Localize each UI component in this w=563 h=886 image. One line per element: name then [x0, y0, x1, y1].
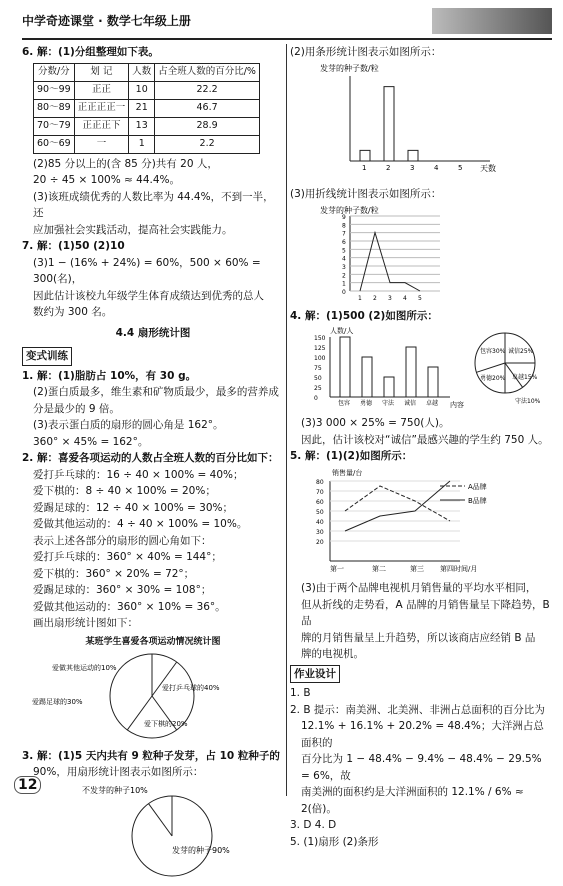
q5-line: 但从折线的走势看，A 品牌的月销售量呈下降趋势，B 品: [301, 598, 550, 627]
q1-line: 360° × 45% = 162°。: [33, 435, 149, 448]
seed-pie-chart: [22, 781, 284, 881]
x-tick: 5: [418, 294, 422, 302]
q3c-intro: (3)用折线统计图表示如图所示：: [290, 188, 442, 200]
pie3-label: 卓越15%: [512, 373, 538, 381]
q3-line: 90%，用扇形统计图表示如图所示：: [33, 766, 204, 778]
sport-pie-chart: [22, 650, 284, 742]
y-tick: 150: [314, 334, 326, 342]
column-divider: [286, 44, 287, 796]
pie1-label: 爱做其他运动的10%: [52, 664, 117, 672]
y-tick: 25: [314, 384, 322, 392]
y-tick: 100: [314, 354, 326, 362]
q1-line: 1. 解：(1)脂肪占 10%，有 30 g。: [22, 369, 197, 382]
left-column: [22, 44, 284, 886]
pie2-label: 发芽的种子90%: [172, 845, 230, 855]
section-title: 4.4 扇形统计图: [115, 326, 191, 339]
right-column: [290, 44, 552, 850]
table-header: 人数: [129, 63, 155, 81]
q6-line: (2)85 分以上的(含 85 分)共有 20 人，: [33, 157, 218, 170]
x-tick: 2: [373, 294, 377, 302]
q5-line: 牌的电视机。: [301, 648, 364, 660]
y-tick: 5: [342, 246, 346, 254]
q4-line: 因此，估计该校对“诚信”最感兴趣的学生约 750 人。: [301, 433, 549, 446]
sales-line-chart: [290, 465, 552, 575]
bar: [360, 150, 370, 161]
q2-line: 爱做其他运动的：4 ÷ 40 × 100% = 10%。: [33, 518, 248, 530]
bar: [406, 347, 416, 397]
q1-line: 分是最少的 9 倍。: [33, 402, 120, 415]
pie3-label: 包容30%: [480, 347, 506, 355]
y-tick: 6: [342, 238, 346, 246]
q3b-intro: (2)用条形统计图表示如图所示：: [290, 46, 442, 58]
q7-line: 数约为 300 名。: [33, 306, 113, 318]
bar: [408, 150, 418, 161]
bar-title: 发芽的种子数/粒: [320, 63, 379, 73]
header-title: 中学奇迹课堂 · 数学七年级上册: [22, 14, 191, 28]
q2-line: 画出扇形统计图如下：: [33, 617, 138, 629]
bar: [384, 86, 394, 160]
line2-xlabel: 第四时间/月: [440, 564, 478, 573]
pie3-label: 守法10%: [515, 397, 541, 405]
y-tick: 3: [342, 263, 346, 271]
table-row: 90～99 正正 10 22.2: [34, 81, 260, 99]
x-tick: 勇德: [360, 399, 373, 407]
value-bar-chart: [290, 325, 552, 410]
y-tick: 80: [316, 478, 324, 486]
q2-line: 爱打乒乓球的：16 ÷ 40 × 100% = 40%；: [33, 468, 244, 481]
q5-line: (3)由于两个品牌电视机月销售量的平均水平相同，: [301, 582, 537, 594]
y-tick: 1: [342, 280, 346, 288]
x-tick: 4: [434, 163, 439, 172]
header-decoration: [432, 8, 552, 34]
pie3-label: 勇德20%: [480, 374, 506, 382]
x-tick: 卓越: [426, 399, 439, 407]
y-tick: 2: [342, 271, 346, 279]
q6-line: 20 ÷ 45 × 100% ≈ 44.4%。: [33, 174, 181, 186]
x-tick: 第二: [372, 564, 386, 573]
pie3-label: 诚信25%: [508, 347, 534, 355]
q4-line: (3)3 000 × 25% = 750(人)。: [301, 417, 450, 429]
y-tick: 8: [342, 221, 346, 229]
legend-a: A品牌: [468, 482, 487, 491]
hw-line: 1. B: [290, 687, 311, 699]
y-tick: 70: [316, 488, 324, 496]
page-header: [22, 6, 552, 40]
q2-line: 爱做其他运动的：360° × 10% = 36°。: [33, 600, 226, 613]
q6-line: 应加强社会实践活动，提高社会实践能力。: [33, 223, 233, 236]
table-header: 分数/分: [34, 63, 75, 81]
y-tick: 0: [342, 288, 346, 296]
pie1-title: 某班学生喜爱各项运动情况统计图: [85, 636, 221, 647]
q7-line: 7. 解：(1)50 (2)10: [22, 240, 125, 252]
hw-line: 百分比为 1 − 48.4% − 9.4% − 48.4% − 29.5% = 6%，故: [301, 753, 542, 782]
x-tick: 3: [410, 163, 415, 172]
variant-training-label: 变式训练: [22, 347, 72, 366]
q5-intro: 5. 解：(1)(2)如图所示：: [290, 450, 413, 462]
x-tick: 1: [362, 163, 367, 172]
series-line-b: [345, 481, 450, 531]
x-tick: 包容: [338, 399, 351, 407]
homework-label: 作业设计: [290, 665, 340, 684]
x-tick: 第一: [330, 564, 344, 573]
table-header: 占全班人数的百分比/%: [155, 63, 260, 81]
q7-line: 因此估计该校九年级学生体育成绩达到优秀的总人: [33, 289, 264, 302]
x-tick: 5: [458, 163, 463, 172]
pie2-label: 不发芽的种子10%: [82, 785, 148, 795]
q3-line: 3. 解：(1)5 天内共有 9 粒种子发芽，占 10 粒种子的: [22, 749, 280, 762]
hw-line: 12.1% + 16.1% + 20.2% = 48.4%；大洋洲占总面积的: [301, 720, 544, 749]
score-table: [33, 63, 260, 154]
y-tick: 125: [314, 344, 326, 352]
bar: [384, 377, 394, 397]
hw-line: 3. D 4. D: [290, 819, 337, 831]
q2-line: 爱打乒乓球的：360° × 40% = 144°；: [33, 551, 222, 563]
x-tick: 1: [358, 294, 362, 302]
x-tick: 4: [403, 294, 407, 302]
q5-line: 牌的月销售量呈上升趋势，所以该商店应经销 B 品: [301, 631, 536, 644]
header-rule: [22, 38, 552, 40]
q1-line: (3)表示蛋白质的扇形的圆心角是 162°。: [33, 419, 224, 431]
pie1-label: 爱踢足球的30%: [32, 698, 83, 706]
bar: [362, 357, 372, 397]
y-tick: 30: [316, 528, 324, 536]
page-number: 12: [14, 776, 41, 794]
table-row: 60～69 一 1 2.2: [34, 135, 260, 153]
x-tick: 守法: [382, 399, 395, 407]
bar2-xlabel: 内容: [450, 400, 464, 409]
x-tick: 诚信: [404, 399, 417, 407]
line-title: 发芽的种子数/粒: [320, 205, 379, 215]
bar: [428, 367, 438, 397]
y-tick: 60: [316, 498, 324, 506]
q2-line: 2. 解：喜爱各项运动的人数占全班人数的百分比如下：: [22, 452, 279, 464]
q2-line: 表示上述各部分的扇形的圆心角如下：: [33, 534, 212, 547]
table-row: 80～89 正正正正一 21 46.7: [34, 99, 260, 117]
table-header: 划 记: [74, 63, 129, 81]
q2-line: 爱下棋的：8 ÷ 40 × 100% = 20%；: [33, 485, 216, 497]
table-row: 70～79 正正正下 13 28.9: [34, 117, 260, 135]
q6-line: (3)该班成绩优秀的人数比率为 44.4%，不到一半，还: [33, 190, 274, 219]
q7-line: (3)1 − (16% + 24%) = 60%，500 × 60% = 300(名)，: [33, 256, 261, 285]
line2-ylabel: 销售量/台: [332, 468, 363, 477]
value-pie-chart: [475, 333, 535, 393]
y-tick: 40: [316, 518, 324, 526]
y-tick: 50: [316, 508, 324, 516]
seed-line-chart: [290, 203, 552, 303]
q2-line: 爱下棋的：360° × 20% = 72°；: [33, 567, 195, 580]
q4-intro: 4. 解：(1)500 (2)如图所示：: [290, 310, 438, 322]
seed-bar-chart: [290, 61, 552, 181]
y-tick: 9: [342, 213, 346, 221]
y-tick: 7: [342, 230, 346, 238]
hw-line: 2. B 提示：南美洲、北美洲、非洲占总面积的百分比为: [290, 703, 545, 716]
bar: [340, 337, 350, 397]
y-tick: 0: [314, 394, 318, 402]
x-tick: 第三: [410, 564, 424, 573]
q2-line: 爱踢足球的：12 ÷ 40 × 100% = 30%；: [33, 501, 233, 514]
y-tick: 20: [316, 538, 324, 546]
x-tick: 3: [388, 294, 392, 302]
bar-xlabel: 天数: [480, 163, 496, 173]
x-tick: 2: [386, 163, 391, 172]
y-tick: 75: [314, 364, 322, 372]
q1-line: (2)蛋白质最多，维生素和矿物质最少，最多的营养成: [33, 386, 279, 398]
legend-b: B品牌: [468, 496, 487, 505]
pie1-label: 爱下棋的20%: [144, 720, 188, 728]
y-tick: 4: [342, 255, 346, 263]
q6-intro: 6. 解：(1)分组整理如下表。: [22, 46, 159, 58]
q2-line: 爱踢足球的：360° × 30% = 108°；: [33, 584, 212, 596]
bar2-ylabel: 人数/人: [330, 326, 354, 335]
y-tick: 50: [314, 374, 322, 382]
hw-line: 南美洲的面积约是大洋洲面积的 12.1% / 6% ≈ 2(倍)。: [301, 786, 524, 815]
pie1-label: 爱打乒乓球的40%: [162, 684, 220, 692]
hw-line: 5. (1)扇形 (2)条形: [290, 835, 379, 848]
